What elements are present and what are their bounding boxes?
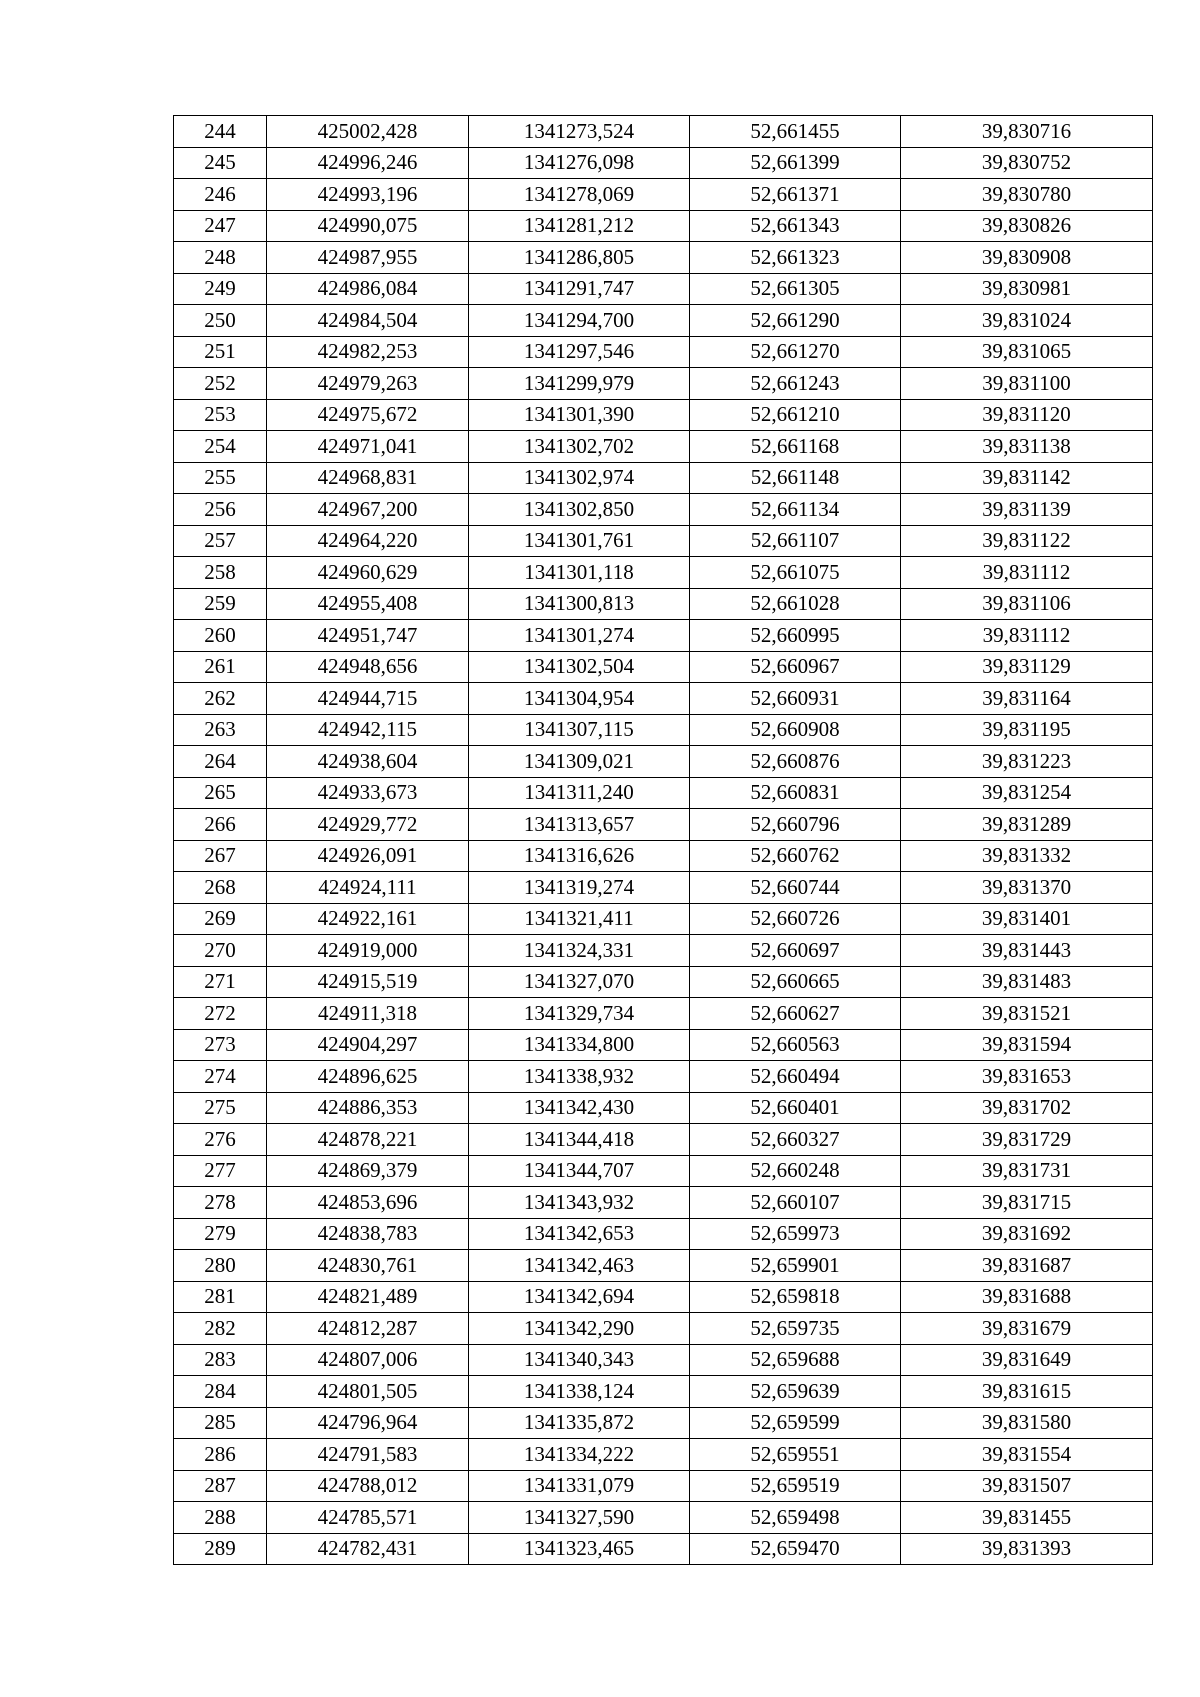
table-row — [174, 683, 1153, 715]
x-coordinate-cell: 424984,504 — [267, 305, 469, 337]
latitude-cell: 52,661455 — [690, 116, 901, 148]
y-coordinate-cell: 1341342,430 — [469, 1092, 690, 1124]
latitude-cell: 52,659498 — [690, 1502, 901, 1534]
y-coordinate-cell: 1341273,524 — [469, 116, 690, 148]
x-coordinate-cell: 424986,084 — [267, 273, 469, 305]
longitude-cell: 39,831289 — [901, 809, 1153, 841]
latitude-cell: 52,661168 — [690, 431, 901, 463]
table-row — [174, 242, 1153, 274]
x-coordinate-cell: 424996,246 — [267, 147, 469, 179]
longitude-cell: 39,831024 — [901, 305, 1153, 337]
point-number-cell: 285 — [174, 1407, 267, 1439]
table-row — [174, 557, 1153, 589]
coordinates-table-body — [174, 116, 1153, 1565]
point-number-cell: 268 — [174, 872, 267, 904]
x-coordinate-cell: 425002,428 — [267, 116, 469, 148]
y-coordinate-cell: 1341335,872 — [469, 1407, 690, 1439]
x-coordinate-cell: 424942,115 — [267, 714, 469, 746]
x-coordinate-cell: 424990,075 — [267, 210, 469, 242]
point-number-cell: 283 — [174, 1344, 267, 1376]
point-number-cell: 254 — [174, 431, 267, 463]
point-number-cell: 281 — [174, 1281, 267, 1313]
longitude-cell: 39,831483 — [901, 966, 1153, 998]
longitude-cell: 39,831679 — [901, 1313, 1153, 1345]
point-number-cell: 246 — [174, 179, 267, 211]
longitude-cell: 39,831065 — [901, 336, 1153, 368]
longitude-cell: 39,831370 — [901, 872, 1153, 904]
latitude-cell: 52,660995 — [690, 620, 901, 652]
y-coordinate-cell: 1341301,761 — [469, 525, 690, 557]
latitude-cell: 52,660107 — [690, 1187, 901, 1219]
longitude-cell: 39,831142 — [901, 462, 1153, 494]
y-coordinate-cell: 1341301,118 — [469, 557, 690, 589]
table-row — [174, 494, 1153, 526]
x-coordinate-cell: 424955,408 — [267, 588, 469, 620]
y-coordinate-cell: 1341334,222 — [469, 1439, 690, 1471]
table-row — [174, 1533, 1153, 1565]
table-row — [174, 1470, 1153, 1502]
point-number-cell: 260 — [174, 620, 267, 652]
y-coordinate-cell: 1341302,702 — [469, 431, 690, 463]
table-row — [174, 840, 1153, 872]
longitude-cell: 39,831702 — [901, 1092, 1153, 1124]
y-coordinate-cell: 1341301,390 — [469, 399, 690, 431]
point-number-cell: 265 — [174, 777, 267, 809]
longitude-cell: 39,831195 — [901, 714, 1153, 746]
table-row — [174, 935, 1153, 967]
point-number-cell: 253 — [174, 399, 267, 431]
y-coordinate-cell: 1341338,124 — [469, 1376, 690, 1408]
y-coordinate-cell: 1341323,465 — [469, 1533, 690, 1565]
x-coordinate-cell: 424788,012 — [267, 1470, 469, 1502]
latitude-cell: 52,660726 — [690, 903, 901, 935]
x-coordinate-cell: 424878,221 — [267, 1124, 469, 1156]
longitude-cell: 39,831455 — [901, 1502, 1153, 1534]
latitude-cell: 52,660665 — [690, 966, 901, 998]
coordinates-table — [173, 115, 1153, 1565]
latitude-cell: 52,661399 — [690, 147, 901, 179]
x-coordinate-cell: 424812,287 — [267, 1313, 469, 1345]
table-row — [174, 1029, 1153, 1061]
y-coordinate-cell: 1341291,747 — [469, 273, 690, 305]
x-coordinate-cell: 424904,297 — [267, 1029, 469, 1061]
y-coordinate-cell: 1341324,331 — [469, 935, 690, 967]
latitude-cell: 52,660931 — [690, 683, 901, 715]
latitude-cell: 52,660744 — [690, 872, 901, 904]
y-coordinate-cell: 1341294,700 — [469, 305, 690, 337]
point-number-cell: 287 — [174, 1470, 267, 1502]
point-number-cell: 274 — [174, 1061, 267, 1093]
longitude-cell: 39,831112 — [901, 620, 1153, 652]
x-coordinate-cell: 424975,672 — [267, 399, 469, 431]
point-number-cell: 278 — [174, 1187, 267, 1219]
table-row — [174, 336, 1153, 368]
latitude-cell: 52,660248 — [690, 1155, 901, 1187]
longitude-cell: 39,830752 — [901, 147, 1153, 179]
longitude-cell: 39,831615 — [901, 1376, 1153, 1408]
table-row — [174, 525, 1153, 557]
table-row — [174, 147, 1153, 179]
table-row — [174, 273, 1153, 305]
y-coordinate-cell: 1341327,590 — [469, 1502, 690, 1534]
table-row — [174, 777, 1153, 809]
x-coordinate-cell: 424926,091 — [267, 840, 469, 872]
latitude-cell: 52,660796 — [690, 809, 901, 841]
longitude-cell: 39,831164 — [901, 683, 1153, 715]
table-row — [174, 998, 1153, 1030]
latitude-cell: 52,659901 — [690, 1250, 901, 1282]
y-coordinate-cell: 1341297,546 — [469, 336, 690, 368]
longitude-cell: 39,831122 — [901, 525, 1153, 557]
x-coordinate-cell: 424938,604 — [267, 746, 469, 778]
longitude-cell: 39,830908 — [901, 242, 1153, 274]
latitude-cell: 52,659519 — [690, 1470, 901, 1502]
table-row — [174, 1155, 1153, 1187]
longitude-cell: 39,831507 — [901, 1470, 1153, 1502]
table-row — [174, 1187, 1153, 1219]
longitude-cell: 39,831692 — [901, 1218, 1153, 1250]
y-coordinate-cell: 1341281,212 — [469, 210, 690, 242]
latitude-cell: 52,661134 — [690, 494, 901, 526]
longitude-cell: 39,830981 — [901, 273, 1153, 305]
x-coordinate-cell: 424951,747 — [267, 620, 469, 652]
latitude-cell: 52,660563 — [690, 1029, 901, 1061]
point-number-cell: 250 — [174, 305, 267, 337]
x-coordinate-cell: 424791,583 — [267, 1439, 469, 1471]
longitude-cell: 39,831594 — [901, 1029, 1153, 1061]
latitude-cell: 52,661243 — [690, 368, 901, 400]
latitude-cell: 52,661148 — [690, 462, 901, 494]
y-coordinate-cell: 1341319,274 — [469, 872, 690, 904]
point-number-cell: 282 — [174, 1313, 267, 1345]
x-coordinate-cell: 424796,964 — [267, 1407, 469, 1439]
longitude-cell: 39,830826 — [901, 210, 1153, 242]
longitude-cell: 39,831649 — [901, 1344, 1153, 1376]
point-number-cell: 262 — [174, 683, 267, 715]
longitude-cell: 39,831687 — [901, 1250, 1153, 1282]
point-number-cell: 248 — [174, 242, 267, 274]
point-number-cell: 277 — [174, 1155, 267, 1187]
x-coordinate-cell: 424785,571 — [267, 1502, 469, 1534]
longitude-cell: 39,831729 — [901, 1124, 1153, 1156]
point-number-cell: 266 — [174, 809, 267, 841]
latitude-cell: 52,660831 — [690, 777, 901, 809]
table-row — [174, 1502, 1153, 1534]
table-row — [174, 714, 1153, 746]
x-coordinate-cell: 424924,111 — [267, 872, 469, 904]
x-coordinate-cell: 424801,505 — [267, 1376, 469, 1408]
latitude-cell: 52,659818 — [690, 1281, 901, 1313]
table-row — [174, 1061, 1153, 1093]
table-row — [174, 462, 1153, 494]
longitude-cell: 39,831106 — [901, 588, 1153, 620]
y-coordinate-cell: 1341300,813 — [469, 588, 690, 620]
point-number-cell: 245 — [174, 147, 267, 179]
longitude-cell: 39,831112 — [901, 557, 1153, 589]
latitude-cell: 52,660967 — [690, 651, 901, 683]
point-number-cell: 258 — [174, 557, 267, 589]
latitude-cell: 52,659639 — [690, 1376, 901, 1408]
longitude-cell: 39,831139 — [901, 494, 1153, 526]
table-row — [174, 966, 1153, 998]
latitude-cell: 52,659973 — [690, 1218, 901, 1250]
point-number-cell: 261 — [174, 651, 267, 683]
point-number-cell: 256 — [174, 494, 267, 526]
y-coordinate-cell: 1341334,800 — [469, 1029, 690, 1061]
x-coordinate-cell: 424933,673 — [267, 777, 469, 809]
point-number-cell: 257 — [174, 525, 267, 557]
table-row — [174, 903, 1153, 935]
latitude-cell: 52,659599 — [690, 1407, 901, 1439]
point-number-cell: 264 — [174, 746, 267, 778]
x-coordinate-cell: 424968,831 — [267, 462, 469, 494]
longitude-cell: 39,831120 — [901, 399, 1153, 431]
longitude-cell: 39,831554 — [901, 1439, 1153, 1471]
x-coordinate-cell: 424922,161 — [267, 903, 469, 935]
point-number-cell: 251 — [174, 336, 267, 368]
table-row — [174, 431, 1153, 463]
table-row — [174, 1124, 1153, 1156]
point-number-cell: 269 — [174, 903, 267, 935]
table-row — [174, 305, 1153, 337]
y-coordinate-cell: 1341344,418 — [469, 1124, 690, 1156]
table-row — [174, 1092, 1153, 1124]
longitude-cell: 39,831688 — [901, 1281, 1153, 1313]
table-row — [174, 809, 1153, 841]
x-coordinate-cell: 424982,253 — [267, 336, 469, 368]
y-coordinate-cell: 1341316,626 — [469, 840, 690, 872]
point-number-cell: 270 — [174, 935, 267, 967]
table-row — [174, 210, 1153, 242]
point-number-cell: 289 — [174, 1533, 267, 1565]
point-number-cell: 249 — [174, 273, 267, 305]
latitude-cell: 52,661107 — [690, 525, 901, 557]
longitude-cell: 39,831393 — [901, 1533, 1153, 1565]
point-number-cell: 252 — [174, 368, 267, 400]
y-coordinate-cell: 1341343,932 — [469, 1187, 690, 1219]
latitude-cell: 52,660908 — [690, 714, 901, 746]
point-number-cell: 286 — [174, 1439, 267, 1471]
latitude-cell: 52,661028 — [690, 588, 901, 620]
x-coordinate-cell: 424944,715 — [267, 683, 469, 715]
table-row — [174, 1344, 1153, 1376]
table-row — [174, 1218, 1153, 1250]
y-coordinate-cell: 1341342,463 — [469, 1250, 690, 1282]
table-row — [174, 620, 1153, 652]
point-number-cell: 263 — [174, 714, 267, 746]
latitude-cell: 52,659735 — [690, 1313, 901, 1345]
y-coordinate-cell: 1341304,954 — [469, 683, 690, 715]
latitude-cell: 52,661323 — [690, 242, 901, 274]
x-coordinate-cell: 424830,761 — [267, 1250, 469, 1282]
y-coordinate-cell: 1341307,115 — [469, 714, 690, 746]
latitude-cell: 52,660327 — [690, 1124, 901, 1156]
table-row — [174, 746, 1153, 778]
latitude-cell: 52,660762 — [690, 840, 901, 872]
longitude-cell: 39,830716 — [901, 116, 1153, 148]
y-coordinate-cell: 1341340,343 — [469, 1344, 690, 1376]
table-row — [174, 116, 1153, 148]
longitude-cell: 39,830780 — [901, 179, 1153, 211]
x-coordinate-cell: 424886,353 — [267, 1092, 469, 1124]
y-coordinate-cell: 1341311,240 — [469, 777, 690, 809]
point-number-cell: 272 — [174, 998, 267, 1030]
x-coordinate-cell: 424967,200 — [267, 494, 469, 526]
y-coordinate-cell: 1341327,070 — [469, 966, 690, 998]
y-coordinate-cell: 1341344,707 — [469, 1155, 690, 1187]
x-coordinate-cell: 424853,696 — [267, 1187, 469, 1219]
x-coordinate-cell: 424979,263 — [267, 368, 469, 400]
table-row — [174, 1250, 1153, 1282]
y-coordinate-cell: 1341313,657 — [469, 809, 690, 841]
table-row — [174, 1376, 1153, 1408]
latitude-cell: 52,659470 — [690, 1533, 901, 1565]
latitude-cell: 52,660697 — [690, 935, 901, 967]
y-coordinate-cell: 1341331,079 — [469, 1470, 690, 1502]
point-number-cell: 288 — [174, 1502, 267, 1534]
x-coordinate-cell: 424821,489 — [267, 1281, 469, 1313]
longitude-cell: 39,831715 — [901, 1187, 1153, 1219]
latitude-cell: 52,660627 — [690, 998, 901, 1030]
y-coordinate-cell: 1341278,069 — [469, 179, 690, 211]
point-number-cell: 255 — [174, 462, 267, 494]
y-coordinate-cell: 1341342,653 — [469, 1218, 690, 1250]
longitude-cell: 39,831653 — [901, 1061, 1153, 1093]
latitude-cell: 52,661371 — [690, 179, 901, 211]
x-coordinate-cell: 424971,041 — [267, 431, 469, 463]
x-coordinate-cell: 424987,955 — [267, 242, 469, 274]
latitude-cell: 52,661270 — [690, 336, 901, 368]
x-coordinate-cell: 424993,196 — [267, 179, 469, 211]
point-number-cell: 275 — [174, 1092, 267, 1124]
x-coordinate-cell: 424911,318 — [267, 998, 469, 1030]
latitude-cell: 52,659688 — [690, 1344, 901, 1376]
latitude-cell: 52,661075 — [690, 557, 901, 589]
point-number-cell: 280 — [174, 1250, 267, 1282]
y-coordinate-cell: 1341299,979 — [469, 368, 690, 400]
x-coordinate-cell: 424929,772 — [267, 809, 469, 841]
y-coordinate-cell: 1341329,734 — [469, 998, 690, 1030]
x-coordinate-cell: 424869,379 — [267, 1155, 469, 1187]
point-number-cell: 271 — [174, 966, 267, 998]
x-coordinate-cell: 424919,000 — [267, 935, 469, 967]
latitude-cell: 52,660401 — [690, 1092, 901, 1124]
y-coordinate-cell: 1341276,098 — [469, 147, 690, 179]
table-row — [174, 1281, 1153, 1313]
x-coordinate-cell: 424807,006 — [267, 1344, 469, 1376]
longitude-cell: 39,831443 — [901, 935, 1153, 967]
point-number-cell: 259 — [174, 588, 267, 620]
table-row — [174, 872, 1153, 904]
y-coordinate-cell: 1341342,290 — [469, 1313, 690, 1345]
x-coordinate-cell: 424838,783 — [267, 1218, 469, 1250]
x-coordinate-cell: 424915,519 — [267, 966, 469, 998]
latitude-cell: 52,661290 — [690, 305, 901, 337]
table-row — [174, 399, 1153, 431]
longitude-cell: 39,831521 — [901, 998, 1153, 1030]
point-number-cell: 276 — [174, 1124, 267, 1156]
longitude-cell: 39,831580 — [901, 1407, 1153, 1439]
x-coordinate-cell: 424948,656 — [267, 651, 469, 683]
y-coordinate-cell: 1341302,850 — [469, 494, 690, 526]
y-coordinate-cell: 1341309,021 — [469, 746, 690, 778]
longitude-cell: 39,831731 — [901, 1155, 1153, 1187]
y-coordinate-cell: 1341338,932 — [469, 1061, 690, 1093]
table-row — [174, 1407, 1153, 1439]
table-row — [174, 651, 1153, 683]
table-row — [174, 179, 1153, 211]
x-coordinate-cell: 424896,625 — [267, 1061, 469, 1093]
table-row — [174, 1313, 1153, 1345]
point-number-cell: 273 — [174, 1029, 267, 1061]
table-row — [174, 588, 1153, 620]
y-coordinate-cell: 1341302,504 — [469, 651, 690, 683]
point-number-cell: 247 — [174, 210, 267, 242]
longitude-cell: 39,831254 — [901, 777, 1153, 809]
table-row — [174, 368, 1153, 400]
latitude-cell: 52,660876 — [690, 746, 901, 778]
y-coordinate-cell: 1341301,274 — [469, 620, 690, 652]
table-row — [174, 1439, 1153, 1471]
x-coordinate-cell: 424960,629 — [267, 557, 469, 589]
point-number-cell: 267 — [174, 840, 267, 872]
longitude-cell: 39,831223 — [901, 746, 1153, 778]
longitude-cell: 39,831129 — [901, 651, 1153, 683]
point-number-cell: 279 — [174, 1218, 267, 1250]
point-number-cell: 284 — [174, 1376, 267, 1408]
y-coordinate-cell: 1341286,805 — [469, 242, 690, 274]
longitude-cell: 39,831401 — [901, 903, 1153, 935]
y-coordinate-cell: 1341342,694 — [469, 1281, 690, 1313]
longitude-cell: 39,831100 — [901, 368, 1153, 400]
x-coordinate-cell: 424782,431 — [267, 1533, 469, 1565]
latitude-cell: 52,661343 — [690, 210, 901, 242]
longitude-cell: 39,831138 — [901, 431, 1153, 463]
latitude-cell: 52,659551 — [690, 1439, 901, 1471]
y-coordinate-cell: 1341302,974 — [469, 462, 690, 494]
latitude-cell: 52,661210 — [690, 399, 901, 431]
longitude-cell: 39,831332 — [901, 840, 1153, 872]
latitude-cell: 52,660494 — [690, 1061, 901, 1093]
x-coordinate-cell: 424964,220 — [267, 525, 469, 557]
y-coordinate-cell: 1341321,411 — [469, 903, 690, 935]
latitude-cell: 52,661305 — [690, 273, 901, 305]
point-number-cell: 244 — [174, 116, 267, 148]
